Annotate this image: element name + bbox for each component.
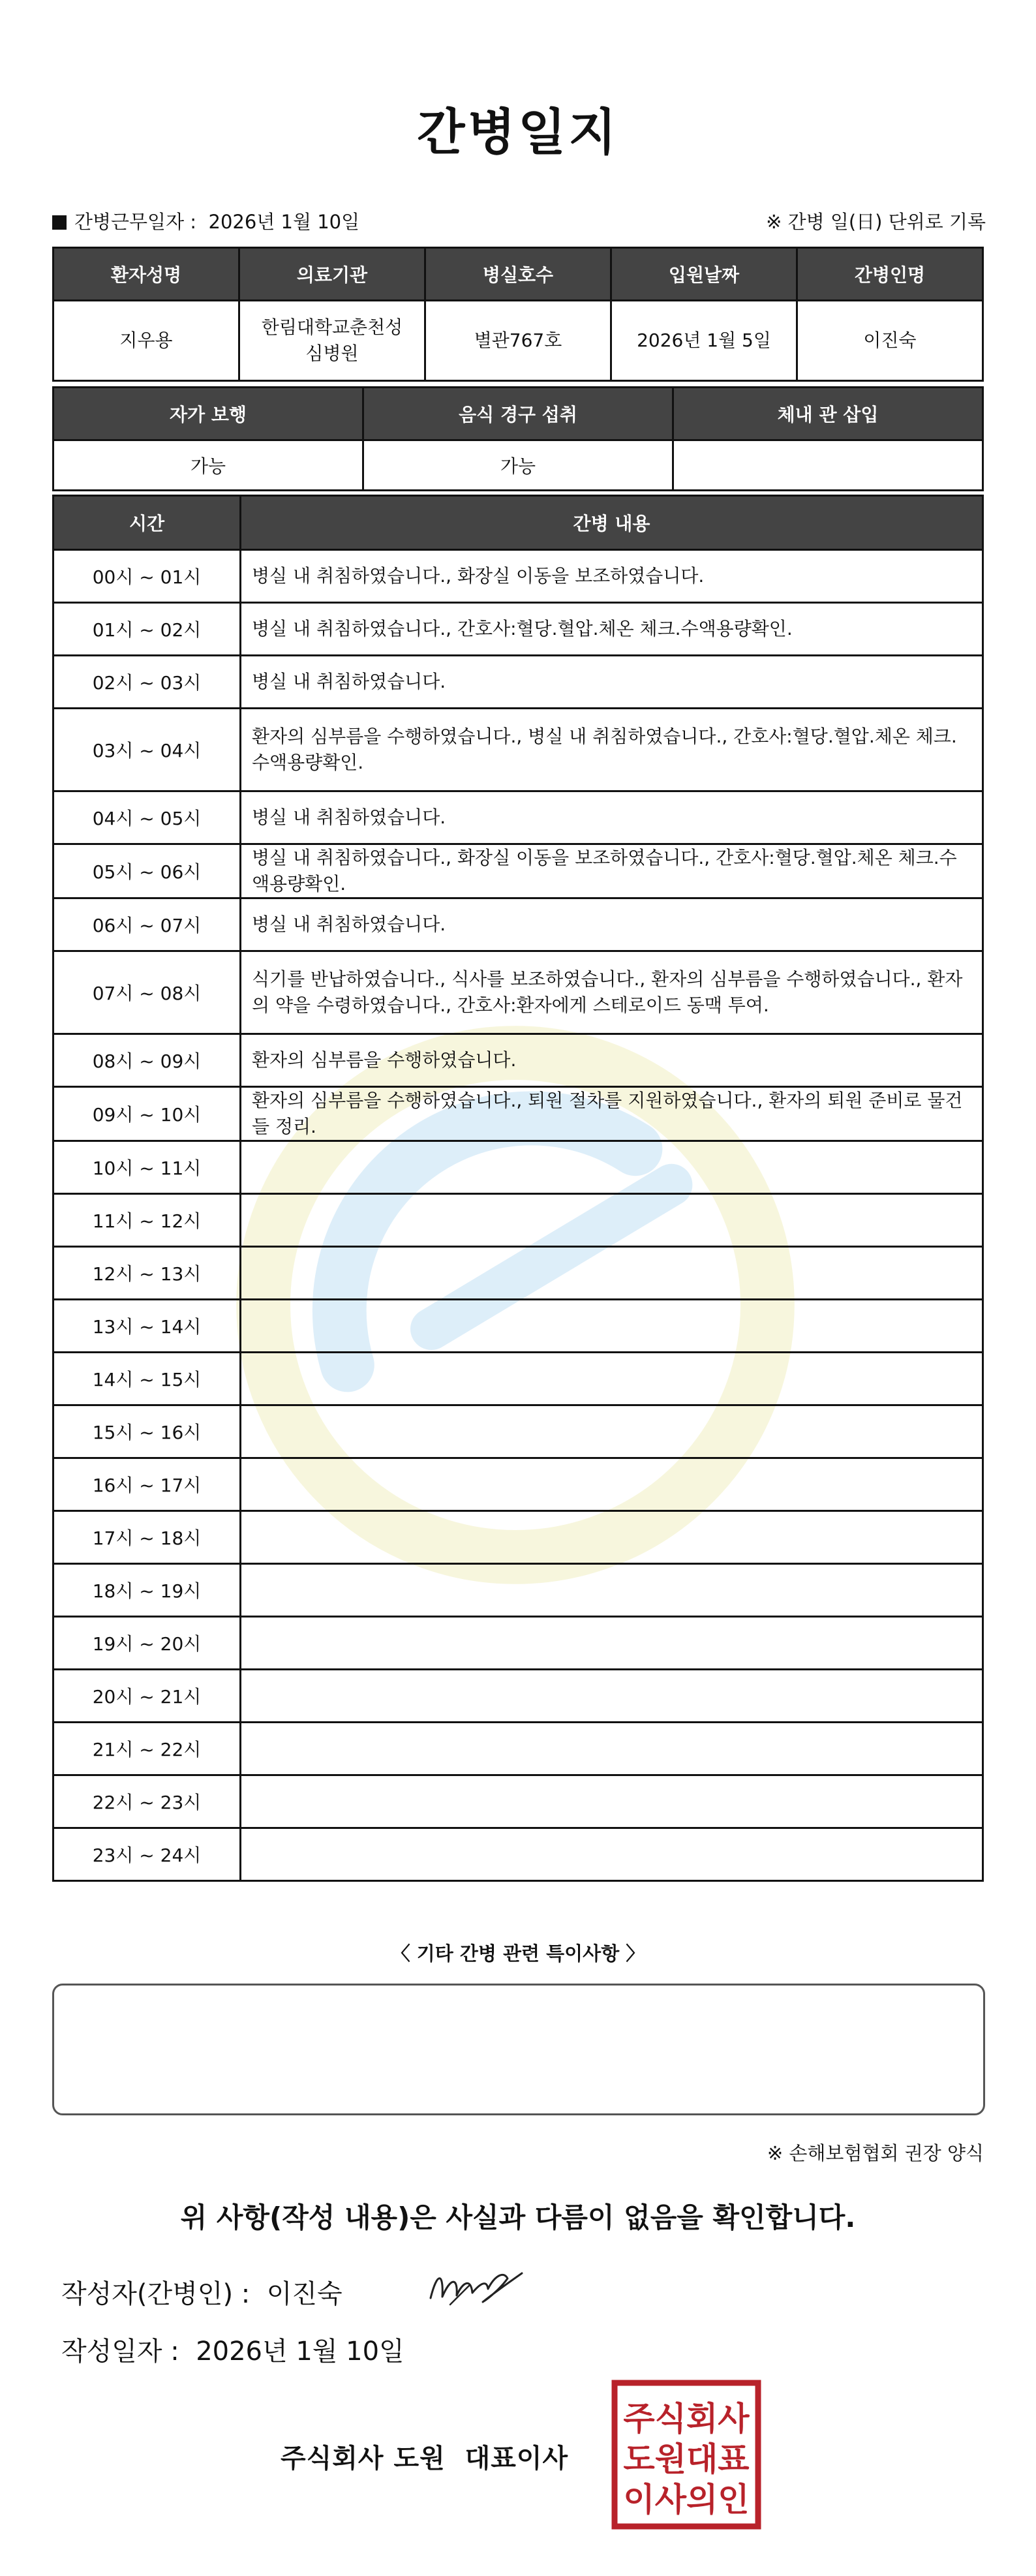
care-log-content	[241, 1247, 983, 1300]
confirmation-statement: 위 사항(작성 내용)은 사실과 다름이 없음을 확인합니다.	[180, 2201, 856, 2233]
room-number: 별관767호	[425, 301, 611, 381]
tube-insertion-value	[673, 440, 983, 491]
care-log-time: 05시 ~ 06시	[53, 844, 241, 898]
work-date-label: 간병근무일자 :	[74, 211, 197, 233]
care-log-row	[53, 951, 983, 1034]
care-log-time: 10시 ~ 11시	[53, 1141, 241, 1194]
care-log-content	[241, 1353, 983, 1405]
work-date-value: 2026년 1월 10일	[208, 211, 360, 233]
care-log-row	[53, 1723, 983, 1775]
care-log-content: 병실 내 취침하였습니다.	[241, 656, 983, 709]
care-log-content: 환자의 심부름을 수행하였습니다., 병실 내 취침하였습니다., 간호사:혈당.혈압.체온 체크.수액용량확인.	[241, 709, 983, 791]
care-log-row	[53, 791, 983, 844]
write-date-line	[61, 2331, 404, 2368]
care-log-time: 15시 ~ 16시	[53, 1405, 241, 1458]
care-log-time: 01시 ~ 02시	[53, 603, 241, 656]
care-log-row	[53, 656, 983, 709]
header-care-content: 간병 내용	[241, 496, 983, 550]
remarks-box	[52, 1984, 985, 2115]
header-hospital: 의료기관	[239, 248, 425, 301]
care-log-table	[52, 495, 984, 1882]
care-log-row	[53, 898, 983, 951]
header-tube-insertion: 체내 관 삽입	[673, 388, 983, 440]
care-log-row	[53, 1828, 983, 1881]
care-log-row	[53, 1141, 983, 1194]
care-log-content: 병실 내 취침하였습니다.	[241, 791, 983, 844]
care-log-row	[53, 1458, 983, 1511]
self-walking-value: 가능	[53, 440, 363, 491]
admission-date: 2026년 1월 5일	[611, 301, 797, 381]
hospital-name: 한림대학교춘천성심병원	[239, 301, 425, 381]
company-representative: 주식회사 도원 대표이사	[281, 2444, 569, 2474]
care-log-content	[241, 1511, 983, 1564]
care-log-row	[53, 1087, 983, 1141]
care-log-content: 식기를 반납하였습니다., 식사를 보조하였습니다., 환자의 심부름을 수행하였습니다., 환자의 약을 수령하였습니다., 간호사:환자에게 스테로이드 동맥 투여.	[241, 951, 983, 1034]
care-log-row	[53, 1775, 983, 1828]
care-log-time: 08시 ~ 09시	[53, 1034, 241, 1087]
patient-name: 지우용	[53, 301, 239, 381]
care-log-time: 20시 ~ 21시	[53, 1670, 241, 1723]
header-self-walking: 자가 보행	[53, 388, 363, 440]
care-log-time: 19시 ~ 20시	[53, 1617, 241, 1670]
record-note: ※ 간병 일(日) 단위로 기록	[766, 211, 986, 233]
care-log-row	[53, 1670, 983, 1723]
care-log-row	[53, 709, 983, 791]
care-log-time: 02시 ~ 03시	[53, 656, 241, 709]
care-log-content	[241, 1775, 983, 1828]
writer-line	[61, 2273, 343, 2310]
source-note: ※ 손해보험협회 권장 양식	[767, 2142, 984, 2164]
work-date-line	[52, 207, 359, 234]
care-log-row	[53, 1034, 983, 1087]
care-log-time: 16시 ~ 17시	[53, 1458, 241, 1511]
patient-status-table	[52, 386, 984, 491]
seal-line: 주식회사	[623, 2400, 750, 2438]
care-log-time: 17시 ~ 18시	[53, 1511, 241, 1564]
care-log-content	[241, 1670, 983, 1723]
care-log-time: 06시 ~ 07시	[53, 898, 241, 951]
write-date-value: 2026년 1월 10일	[196, 2337, 404, 2367]
company-seal-stamp	[611, 2379, 762, 2530]
care-log-row	[53, 1247, 983, 1300]
care-log-rows	[53, 550, 983, 1881]
care-log-content	[241, 1617, 983, 1670]
care-log-time: 18시 ~ 19시	[53, 1564, 241, 1617]
seal-line: 이사의인	[623, 2481, 750, 2519]
care-log-row	[53, 550, 983, 603]
header-room: 병실호수	[425, 248, 611, 301]
care-log-content	[241, 1828, 983, 1881]
caregiver-name: 이진숙	[797, 301, 983, 381]
signature-image	[424, 2259, 528, 2314]
care-log-time: 04시 ~ 05시	[53, 791, 241, 844]
remarks-label: 〈 기타 간병 관련 특이사항 〉	[391, 1942, 645, 1965]
header-caregiver: 간병인명	[797, 248, 983, 301]
care-log-row	[53, 1511, 983, 1564]
care-log-content	[241, 1458, 983, 1511]
header-admission-date: 입원날짜	[611, 248, 797, 301]
care-log-content: 환자의 심부름을 수행하였습니다.	[241, 1034, 983, 1087]
care-log-content	[241, 1723, 983, 1775]
care-log-content	[241, 1194, 983, 1247]
document-title: 간병일지	[417, 103, 619, 161]
care-log-time: 11시 ~ 12시	[53, 1194, 241, 1247]
care-log-row	[53, 603, 983, 656]
care-log-time: 21시 ~ 22시	[53, 1723, 241, 1775]
care-log-content: 병실 내 취침하였습니다., 간호사:혈당.혈압.체온 체크.수액용량확인.	[241, 603, 983, 656]
writer-label: 작성자(간병인) :	[61, 2279, 251, 2309]
care-log-time: 09시 ~ 10시	[53, 1087, 241, 1141]
care-log-content	[241, 1141, 983, 1194]
care-log-row	[53, 1353, 983, 1405]
care-log-content: 병실 내 취침하였습니다.	[241, 898, 983, 951]
header-time: 시간	[53, 496, 241, 550]
care-log-time: 14시 ~ 15시	[53, 1353, 241, 1405]
seal-line: 도원대표	[623, 2440, 750, 2478]
care-log-content	[241, 1300, 983, 1353]
care-log-content	[241, 1564, 983, 1617]
care-log-time: 03시 ~ 04시	[53, 709, 241, 791]
care-log-time: 00시 ~ 01시	[53, 550, 241, 603]
header-patient-name: 환자성명	[53, 248, 239, 301]
care-log-time: 23시 ~ 24시	[53, 1828, 241, 1881]
oral-intake-value: 가능	[363, 440, 673, 491]
care-log-row	[53, 1300, 983, 1353]
care-log-row	[53, 1617, 983, 1670]
care-log-content: 병실 내 취침하였습니다., 화장실 이동을 보조하였습니다., 간호사:혈당.혈압.체온 체크.수액용량확인.	[241, 844, 983, 898]
care-log-time: 22시 ~ 23시	[53, 1775, 241, 1828]
care-log-row	[53, 1194, 983, 1247]
care-log-time: 12시 ~ 13시	[53, 1247, 241, 1300]
care-log-content: 병실 내 취침하였습니다., 화장실 이동을 보조하였습니다.	[241, 550, 983, 603]
care-log-time: 13시 ~ 14시	[53, 1300, 241, 1353]
care-log-row	[53, 1564, 983, 1617]
header-oral-intake: 음식 경구 섭취	[363, 388, 673, 440]
patient-info-table	[52, 247, 984, 382]
care-log-row	[53, 1405, 983, 1458]
write-date-label: 작성일자 :	[61, 2337, 179, 2367]
care-log-time: 07시 ~ 08시	[53, 951, 241, 1034]
writer-name: 이진숙	[266, 2279, 343, 2309]
square-bullet-icon	[52, 215, 67, 230]
care-log-content: 환자의 심부름을 수행하였습니다., 퇴원 절차를 지원하였습니다., 환자의 퇴원 준비로 물건들 정리.	[241, 1087, 983, 1141]
care-log-content	[241, 1405, 983, 1458]
care-log-row	[53, 844, 983, 898]
